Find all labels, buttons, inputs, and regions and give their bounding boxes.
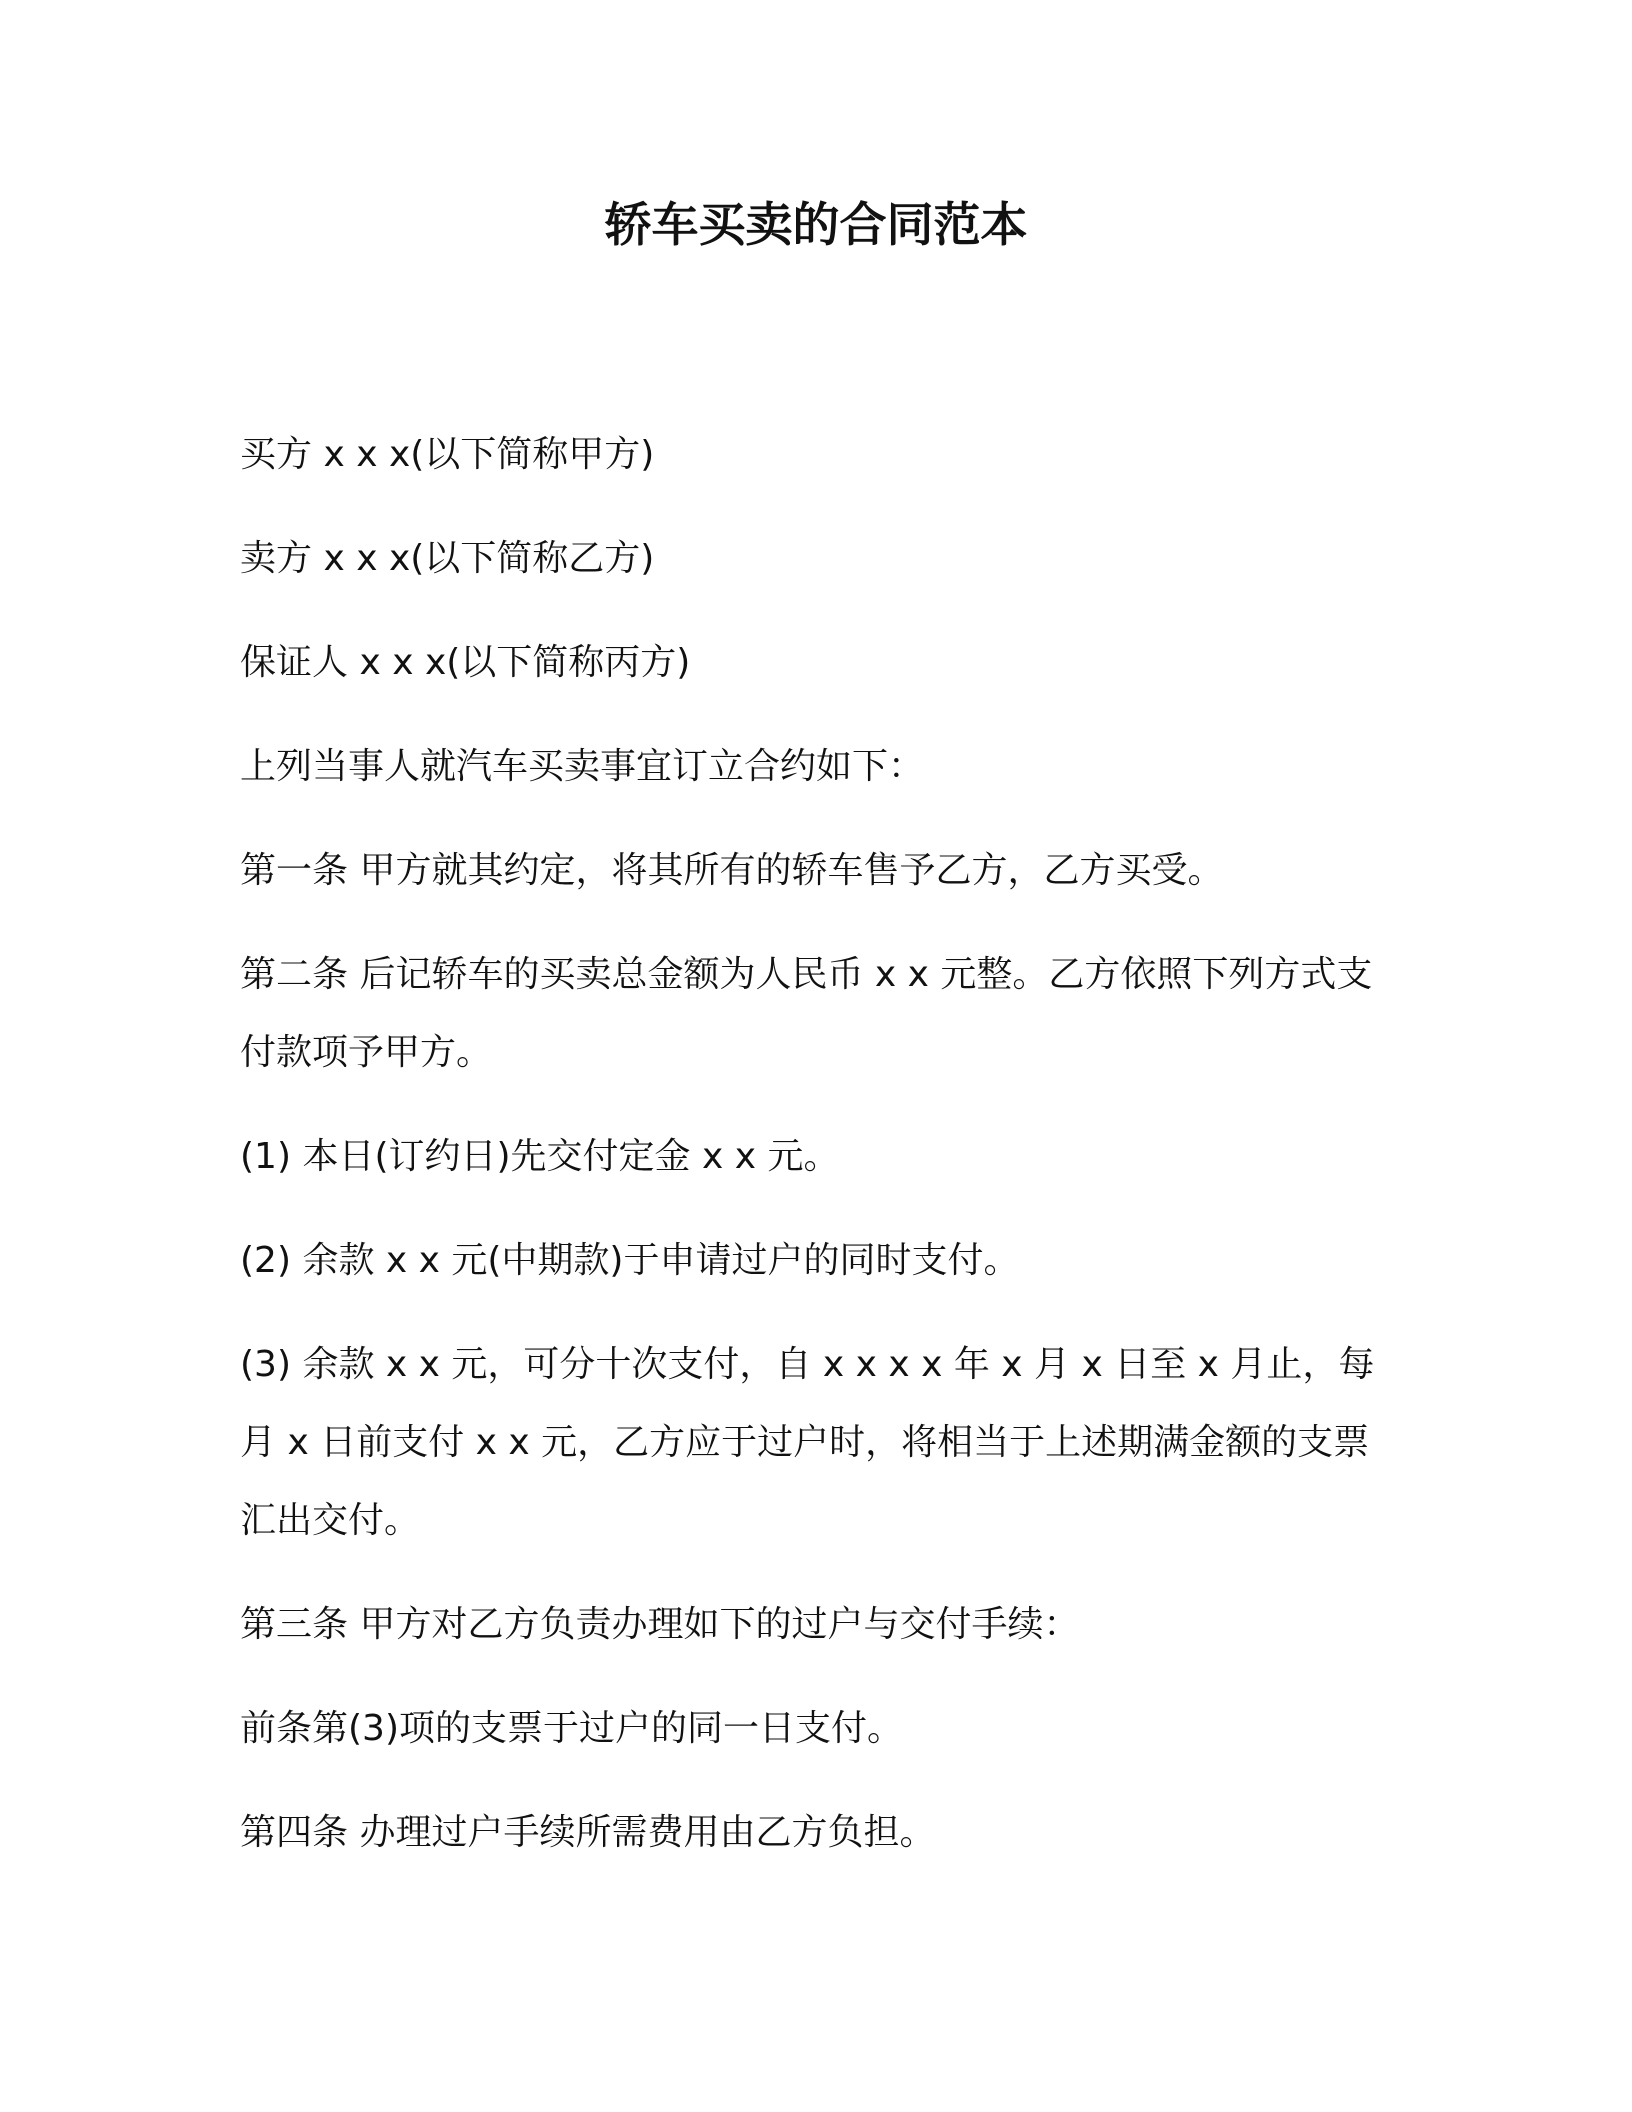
article-2-item-1: (1) 本日(订约日)先交付定金 x x 元。 (240, 1136, 840, 1177)
article-2-item-3: (3) 余款 x x 元，可分十次支付，自 x x x x 年 x 月 x 日至 x 月止，每月 x 日前支付 x x 元，乙方应于过户时，将相当于上述期满金额的支票汇出交付。 (240, 1344, 1375, 1541)
article-2-item-2: (2) 余款 x x 元(中期款)于申请过户的同时支付。 (240, 1240, 1020, 1281)
article-1: 第一条 甲方就其约定，将其所有的轿车售予乙方，乙方买受。 (240, 850, 1224, 891)
article-4: 第四条 办理过户手续所需费用由乙方负担。 (240, 1812, 936, 1853)
seller-line: 卖方 x x x(以下简称乙方) (240, 538, 655, 579)
article-2: 第二条 后记轿车的买卖总金额为人民币 x x 元整。乙方依照下列方式支付款项予甲方。 (240, 954, 1373, 1073)
buyer-line: 买方 x x x(以下简称甲方) (240, 434, 655, 475)
guarantor-line: 保证人 x x x(以下简称丙方) (240, 642, 691, 683)
preamble-paragraph: 上列当事人就汽车买卖事宜订立合约如下： (240, 746, 925, 787)
article-3: 第三条 甲方对乙方负责办理如下的过户与交付手续： (240, 1604, 1080, 1645)
article-3-detail: 前条第(3)项的支票于过户的同一日支付。 (240, 1708, 903, 1749)
document-body (240, 416, 1380, 1898)
document-title: 轿车买卖的合同范本 (604, 198, 1028, 253)
